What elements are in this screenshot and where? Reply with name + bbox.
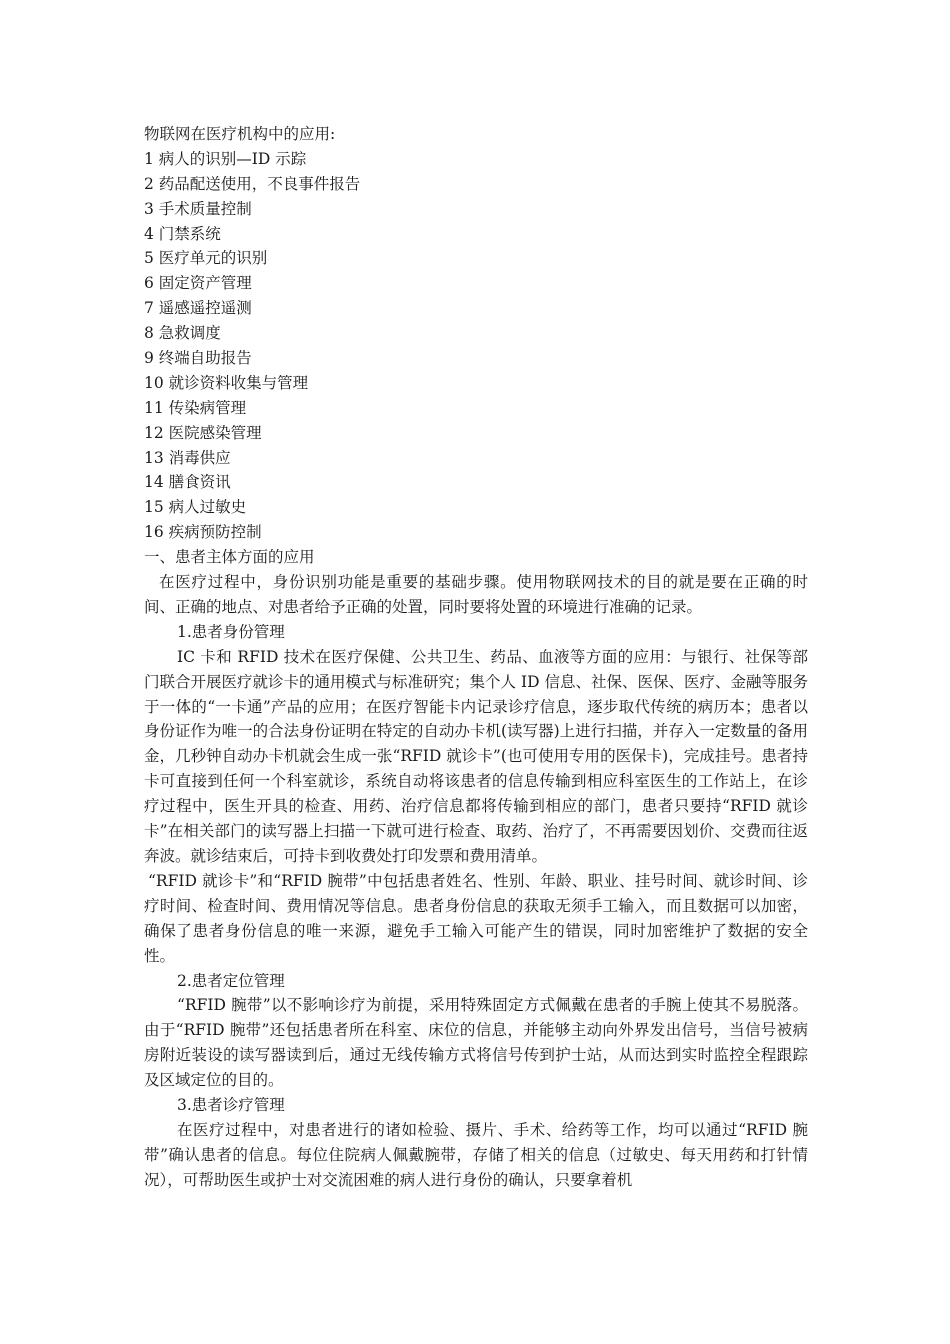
list-item: 7 遥感遥控遥测	[144, 299, 252, 318]
treatment-paragraph: 在医疗过程中，对患者进行的诸如检验、摄片、手术、给药等工作，均可以通过“RFID 腕带”确认患者的信息。每位住院病人佩戴腕带，存储了相关的信息（过敏史、每天用药和打针情况），可帮助医生或护士对交流困难的病人进行身份的确认，只要拿着机	[144, 1120, 808, 1189]
document-page	[144, 122, 808, 1193]
document-title: 物联网在医疗机构中的应用:	[144, 125, 336, 143]
list-item: 13 消毒供应	[144, 448, 231, 467]
section-heading: 一、患者主体方面的应用	[144, 548, 315, 567]
list-item: 2 药品配送使用，不良事件报告	[144, 174, 361, 193]
list-item: 8 急救调度	[144, 324, 221, 343]
subsection-heading-identity: 1.患者身份管理	[177, 622, 285, 641]
list-item: 1 病人的识别—ID 示踪	[144, 149, 307, 168]
list-item: 9 终端自助报告	[144, 349, 252, 368]
list-item: 14 膳食资讯	[144, 473, 231, 492]
list-item: 6 固定资产管理	[144, 274, 252, 293]
section-intro-paragraph: 在医疗过程中，身份识别功能是重要的基础步骤。使用物联网技术的目的就是要在正确的时间、正确的地点、对患者给予正确的处置，同时要将处置的环境进行准确的记录。	[144, 573, 808, 616]
list-item: 10 就诊资料收集与管理	[144, 373, 309, 392]
location-paragraph: “RFID 腕带”以不影响诊疗为前提，采用特殊固定方式佩戴在患者的手腕上使其不易脱落。由于“RFID 腕带”还包括患者所在科室、床位的信息，并能够主动向外界发出信号，当信号被病房附近装设的读写器读到后，通过无线传输方式将信号传到护士站，从而达到实时监控全程跟踪及区域定位的目的。	[144, 996, 808, 1090]
subsection-heading-treatment: 3.患者诊疗管理	[177, 1096, 285, 1115]
list-item: 11 传染病管理	[144, 398, 247, 417]
list-item: 5 医疗单元的识别	[144, 249, 268, 268]
list-item: 16 疾病预防控制	[144, 523, 262, 542]
identity-paragraph-1: IC 卡和 RFID 技术在医疗保健、公共卫生、药品、血液等方面的应用：与银行、社保等部门联合开展医疗就诊卡的通用模式与标准研究；集个人 ID 信息、社保、医保、医疗、金融等服务于一体的“一卡通”产品的应用；在医疗智能卡内记录诊疗信息，逐步取代传统的病历本；患者以身份证作为唯一的合法身份证明在特定的自动办卡机(读写器)上进行扫描，并存入一定数量的备用金，几秒钟自动办卡机就会生成一张“RFID 就诊卡”(也可使用专用的医保卡)，完成挂号。患者持卡可直接到任何一个科室就诊，系统自动将该患者的信息传输到相应科室医生的工作站上，在诊疗过程中，医生开具的检查、用药、治疗信息都将传输到相应的部门，患者只要持“RFID 就诊卡”在相关部门的读写器上扫描一下就可进行检查、取药、治疗了，不再需要因划价、交费而往返奔波。就诊结束后，可持卡到收费处打印发票和费用清单。	[144, 647, 808, 865]
application-list	[144, 147, 808, 545]
subsection-heading-location: 2.患者定位管理	[177, 971, 285, 990]
list-item: 3 手术质量控制	[144, 199, 252, 218]
list-item: 4 门禁系统	[144, 224, 221, 243]
list-item: 15 病人过敏史	[144, 498, 247, 517]
list-item: 12 医院感染管理	[144, 423, 262, 442]
identity-paragraph-2: “RFID 就诊卡”和“RFID 腕带”中包括患者姓名、性别、年龄、职业、挂号时间、就诊时间、诊疗时间、检查时间、费用情况等信息。患者身份信息的获取无须手工输入，而且数据可以加密，确保了患者身份信息的唯一来源，避免手工输入可能产生的错误，同时加密维护了数据的安全性。	[144, 871, 808, 965]
